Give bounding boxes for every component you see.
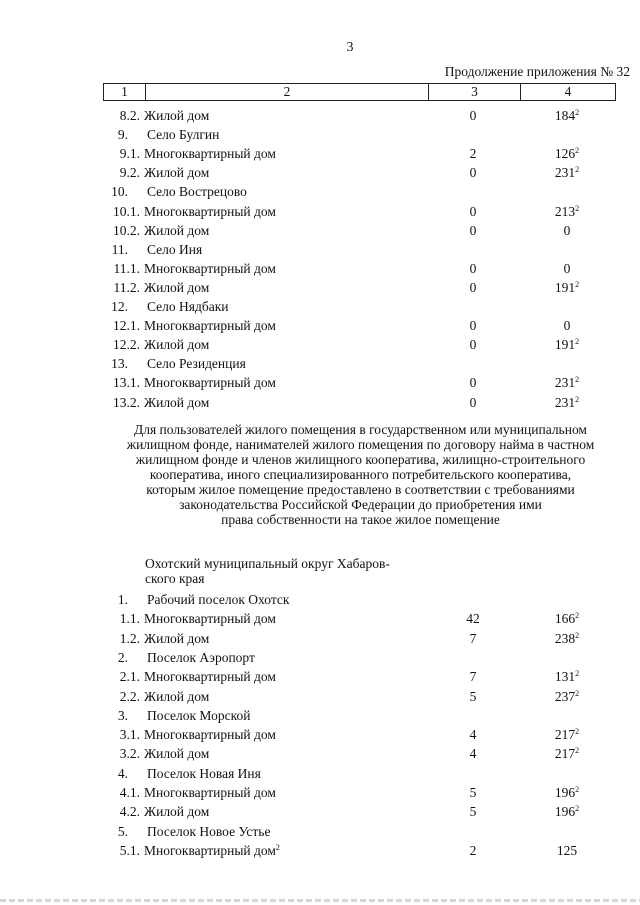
row-number: 13.1.	[113, 375, 140, 391]
row-col-4-value: 238	[554, 630, 576, 646]
row-col-4-value: 217	[554, 746, 576, 762]
paragraph-line: кооператива, иного специализированного потребительского кооператива,	[149, 467, 572, 482]
district-line: Охотский муниципальный округ Хабаров-	[145, 556, 390, 571]
row-col-4	[535, 803, 599, 821]
row-col-4-value: 0	[563, 318, 571, 334]
paragraph-line: которым жилое помещение предоставлено в соответствии с требованиями	[146, 482, 575, 497]
row-name	[144, 374, 276, 392]
row-name	[147, 649, 255, 667]
row-name-text: Многоквартирный дом	[144, 842, 276, 858]
table-row	[0, 823, 640, 841]
table-row	[0, 610, 640, 628]
table-row	[0, 222, 640, 240]
header-col-1: 1	[104, 84, 146, 100]
row-name-text: Поселок Морской	[147, 707, 251, 723]
row-name	[147, 823, 270, 841]
row-col-4	[535, 203, 599, 221]
row-number: 1.2.	[119, 630, 140, 646]
row-col-3: 5	[469, 785, 477, 800]
row-col-4-value: 231	[554, 375, 576, 391]
row-number: 10.1.	[113, 203, 140, 219]
row-number: 4.	[117, 765, 128, 781]
row-col-4	[535, 145, 599, 163]
row-name	[147, 241, 202, 259]
row-number: 12.2.	[113, 337, 140, 353]
row-col-3: 2	[469, 146, 477, 162]
row-col-4	[535, 784, 599, 802]
row-name	[144, 260, 276, 278]
row-col-3: 5	[469, 688, 477, 704]
row-name-text: Село Иня	[147, 241, 203, 257]
paragraph-line: жилищном фонде, нанимателей жилого помещения по договору найма в частном	[126, 437, 595, 452]
row-number: 11.1.	[113, 260, 140, 276]
row-col-3: 7	[469, 630, 477, 646]
row-col-4-footnote: 2	[575, 375, 580, 385]
row-name	[144, 107, 209, 125]
table-row	[0, 707, 640, 725]
row-name-text: Село Вострецово	[147, 184, 247, 200]
row-name-text: Многоквартирный дом	[144, 203, 276, 219]
row-name-text: Поселок Новая Иня	[147, 765, 261, 781]
row-col-4-footnote: 2	[575, 804, 580, 814]
row-number: 13.	[111, 356, 128, 372]
row-name-text: Село Булгин	[147, 127, 220, 143]
row-col-4-footnote: 2	[575, 688, 580, 698]
row-name-text: Жилой дом	[144, 108, 210, 123]
table-row	[0, 784, 640, 802]
table-row	[0, 803, 640, 821]
row-name-text: Жилой дом	[144, 165, 210, 181]
row-col-4	[535, 336, 599, 354]
row-col-4-value: 126	[554, 146, 576, 162]
row-col-4	[535, 726, 599, 744]
table-row	[0, 649, 640, 667]
page-number: 3	[346, 40, 354, 55]
row-name-text: Жилой дом	[144, 804, 210, 820]
row-col-4-value: 191	[554, 337, 576, 353]
row-name-text: Жилой дом	[144, 337, 210, 353]
table-row	[0, 745, 640, 763]
row-name	[144, 803, 209, 821]
row-col-4	[535, 317, 599, 335]
row-name-text: Жилой дом	[144, 688, 210, 704]
row-col-4-value: 196	[554, 804, 576, 820]
row-col-4-value: 131	[554, 669, 576, 685]
paragraph-line: жилищном фонде и членов жилищного кооператива, жилищно-строительного	[135, 452, 586, 467]
table-row	[0, 668, 640, 686]
table-row	[0, 688, 640, 706]
table-row	[0, 126, 640, 144]
row-col-4-footnote: 2	[575, 146, 580, 156]
row-col-3: 0	[469, 394, 477, 410]
row-col-4	[535, 630, 599, 648]
row-col-4-value: 166	[554, 611, 576, 627]
row-name	[144, 317, 276, 335]
row-name-text: Многоквартирный дом	[144, 611, 276, 627]
row-col-4	[535, 610, 599, 628]
row-col-4-value: 125	[556, 842, 578, 858]
table-row	[0, 336, 640, 354]
row-name	[147, 765, 261, 783]
continuation-label: Продолжение приложения № 32	[444, 64, 630, 79]
row-number: 4.1.	[119, 785, 140, 800]
row-name	[144, 203, 276, 221]
row-number: 2.	[117, 649, 128, 665]
row-name	[144, 222, 209, 240]
row-number: 10.2.	[113, 222, 140, 238]
row-col-4	[535, 374, 599, 392]
table-row	[0, 298, 640, 316]
row-col-3: 4	[469, 746, 477, 762]
row-col-4-footnote: 2	[575, 611, 580, 621]
row-col-3: 2	[469, 842, 477, 858]
row-name-footnote: 2	[275, 842, 280, 852]
row-col-4-value: 0	[563, 260, 571, 276]
row-name-text: Поселок Новое Устье	[147, 823, 271, 839]
row-name-text: Жилой дом	[144, 222, 210, 238]
table-row	[0, 241, 640, 259]
row-name	[147, 591, 289, 609]
row-number: 9.	[117, 127, 128, 143]
row-col-3: 4	[469, 727, 477, 743]
table-row	[0, 164, 640, 182]
district-line: ского края	[145, 571, 205, 586]
row-name	[144, 145, 276, 163]
table-row	[0, 183, 640, 201]
row-col-4-footnote: 2	[575, 746, 580, 756]
row-col-4-value: 213	[554, 203, 576, 219]
row-col-4-footnote: 2	[575, 108, 580, 117]
table-row	[0, 842, 640, 860]
row-number: 11.2.	[113, 279, 140, 295]
table-row	[0, 355, 640, 373]
row-col-3: 0	[469, 222, 477, 238]
row-name	[144, 745, 209, 763]
row-col-4	[535, 394, 599, 412]
row-number: 3.	[117, 707, 128, 723]
row-col-4	[535, 688, 599, 706]
row-name	[147, 126, 219, 144]
row-name-text: Жилой дом	[144, 746, 210, 762]
table-row	[0, 591, 640, 609]
row-col-4-footnote: 2	[575, 630, 580, 640]
row-number: 3.1.	[119, 727, 140, 743]
row-name	[144, 336, 209, 354]
district-title	[145, 556, 445, 586]
row-name-text: Поселок Аэропорт	[147, 649, 255, 665]
row-col-4-value: 191	[554, 279, 576, 295]
row-name	[144, 668, 276, 686]
row-number: 12.	[111, 299, 128, 314]
row-col-3: 7	[469, 669, 477, 685]
row-name-text: Жилой дом	[144, 394, 210, 410]
header-col-3: 3	[429, 84, 521, 100]
table-row	[0, 107, 640, 125]
row-name	[144, 279, 209, 297]
paragraph-line: законодательства Российской Федерации до приобретения ими	[179, 497, 542, 512]
row-number: 8.2.	[119, 108, 140, 123]
table-row	[0, 630, 640, 648]
row-number: 12.1.	[113, 318, 140, 334]
row-name	[144, 394, 209, 412]
table-row	[0, 145, 640, 163]
table-row	[0, 765, 640, 783]
row-col-4-value: 237	[554, 688, 576, 704]
row-number: 5.1.	[119, 842, 140, 858]
row-number: 2.2.	[119, 688, 140, 704]
row-col-4-value: 217	[554, 727, 576, 743]
row-col-4-value: 0	[563, 222, 571, 238]
row-col-4	[535, 745, 599, 763]
row-name-text: Многоквартирный дом	[144, 318, 276, 334]
table-row	[0, 374, 640, 392]
row-name-text: Рабочий поселок Охотск	[147, 592, 290, 607]
row-col-4-footnote: 2	[575, 337, 580, 347]
row-col-4	[535, 107, 599, 125]
row-name	[144, 784, 276, 802]
row-col-4-footnote: 2	[575, 394, 580, 404]
row-col-3: 0	[469, 375, 477, 391]
paragraph-line: права собственности на такое жилое помещение	[221, 512, 500, 527]
row-col-4-footnote: 2	[575, 165, 580, 175]
row-col-3: 0	[469, 279, 477, 295]
row-number: 13.2.	[113, 394, 140, 410]
row-col-3: 0	[469, 203, 477, 219]
row-number: 1.	[117, 592, 128, 607]
row-number: 4.2.	[119, 804, 140, 820]
row-number: 1.1.	[119, 611, 140, 627]
row-name-text: Жилой дом	[144, 279, 210, 295]
row-col-4	[535, 260, 599, 278]
row-col-4-value: 184	[554, 108, 576, 123]
row-name	[147, 298, 229, 316]
row-col-3: 42	[466, 611, 480, 627]
row-name	[144, 842, 280, 860]
row-name	[147, 355, 246, 373]
row-name-text: Многоквартирный дом	[144, 375, 276, 391]
row-col-4	[535, 164, 599, 182]
row-col-4-footnote: 2	[575, 785, 580, 794]
row-name-text: Многоквартирный дом	[144, 727, 276, 743]
row-name	[144, 610, 276, 628]
row-name-text: Село Нядбаки	[147, 299, 229, 314]
paragraph-line: Для пользователей жилого помещения в государственном или муниципальном	[134, 422, 587, 437]
table-row	[0, 279, 640, 297]
row-col-4	[535, 668, 599, 686]
row-number: 3.2.	[119, 746, 140, 762]
row-name-text: Жилой дом	[144, 630, 210, 646]
row-col-3: 0	[469, 318, 477, 334]
row-col-3: 0	[469, 108, 477, 123]
row-name	[147, 183, 247, 201]
header-col-2: 2	[146, 84, 429, 100]
table-header	[103, 83, 616, 101]
row-name-text: Многоквартирный дом	[144, 260, 276, 276]
row-name	[144, 164, 209, 182]
table-row	[0, 317, 640, 335]
row-number: 11.	[111, 241, 128, 257]
row-number: 5.	[117, 823, 128, 839]
row-name-text: Многоквартирный дом	[144, 669, 276, 685]
tariff-group-description	[103, 422, 618, 527]
row-name	[144, 726, 276, 744]
row-col-4	[535, 279, 599, 297]
row-col-3: 0	[469, 337, 477, 353]
table-row	[0, 726, 640, 744]
row-col-4	[535, 842, 599, 860]
row-col-3: 0	[469, 165, 477, 181]
row-name-text: Село Резиденция	[147, 356, 246, 372]
header-col-4: 4	[564, 84, 572, 100]
row-col-4-footnote: 2	[575, 669, 580, 679]
row-col-4-value: 196	[554, 785, 576, 800]
row-col-3: 0	[469, 260, 477, 276]
table-row	[0, 260, 640, 278]
row-number: 9.2.	[119, 165, 140, 181]
table-row	[0, 203, 640, 221]
row-col-4-value: 231	[554, 394, 576, 410]
row-name	[144, 688, 209, 706]
row-col-4-value: 231	[554, 165, 576, 181]
row-number: 9.1.	[119, 146, 140, 162]
row-name	[147, 707, 250, 725]
row-name	[144, 630, 209, 648]
row-col-3: 5	[469, 804, 477, 820]
table-row	[0, 394, 640, 412]
row-col-4	[535, 222, 599, 240]
row-name-text: Многоквартирный дом	[144, 146, 276, 162]
row-name-text: Многоквартирный дом	[144, 785, 276, 800]
scan-artifact-line	[0, 899, 640, 902]
row-col-4-footnote: 2	[575, 279, 580, 289]
row-col-4-footnote: 2	[575, 727, 580, 737]
row-number: 2.1.	[119, 669, 140, 685]
row-col-4-footnote: 2	[575, 203, 580, 213]
row-number: 10.	[111, 184, 128, 200]
